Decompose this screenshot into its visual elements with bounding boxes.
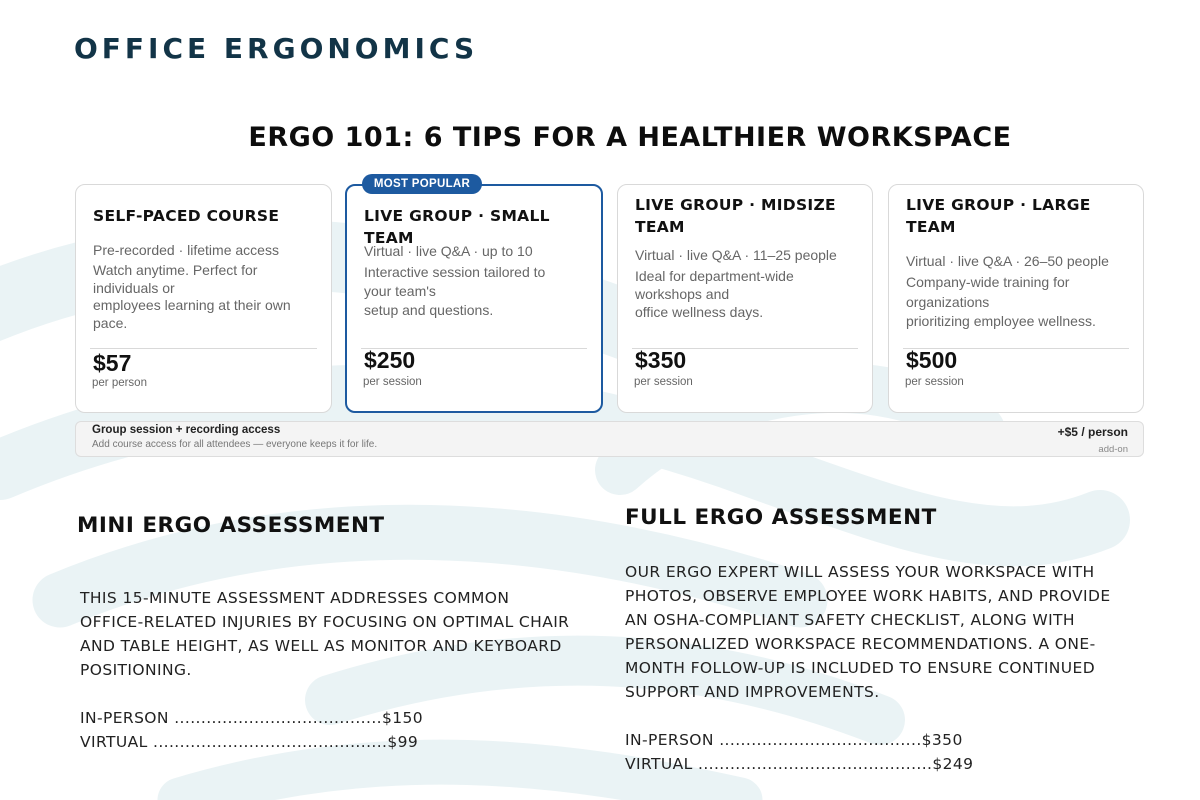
card-price: $500: [906, 347, 958, 373]
card-price: $350: [635, 347, 687, 373]
pricing-card-small-team[interactable]: [345, 184, 603, 413]
pricing-card-large-team[interactable]: [888, 184, 1144, 413]
card-subtitle: Virtual · live Q&A · 11–25 people: [635, 247, 837, 263]
addon-description: Add course access for all attendees — everyone keeps it for life.: [92, 439, 378, 450]
mini-assessment-description: THIS 15-MINUTE ASSESSMENT ADDRESSES COMMON OFFICE-RELATED INJURIES BY FOCUSING ON OPTIMAL CHAIR AND TABLE HEIGHT, AS WELL AS MONITOR AND KEYBOARD POSITIONING.: [80, 589, 570, 679]
pricing-card-self-paced[interactable]: [75, 184, 332, 413]
full-assessment-description: OUR ERGO EXPERT WILL ASSESS YOUR WORKSPACE WITH PHOTOS, OBSERVE EMPLOYEE WORK HABITS, AND PROVIDE AN OSHA-COMPLIANT SAFETY CHECKLIST, ALONG WITH PERSONALIZED WORKSPACE RECOMMENDATIONS. A ONE- MONTH FOLLOW-UP IS INCLUDED TO ENSURE CONTINUED SUPPORT AND IMPROVEMENTS.: [625, 563, 1111, 701]
card-price-unit: per person: [92, 377, 147, 389]
mini-assessment-title: MINI ERGO ASSESSMENT: [77, 513, 385, 538]
card-price-unit: per session: [634, 376, 693, 388]
addon-bar[interactable]: [75, 421, 1144, 457]
card-divider: [90, 348, 317, 349]
brand-title: OFFICE ERGONOMICS: [74, 32, 479, 65]
card-subtitle: Virtual · live Q&A · 26–50 people: [906, 253, 1109, 269]
full-price-virtual: VIRTUAL ............................................$249: [625, 755, 974, 773]
card-price: $57: [93, 350, 132, 376]
card-description: Ideal for department-wide workshops and office wellness days.: [635, 268, 794, 320]
card-subtitle: Virtual · live Q&A · up to 10: [364, 243, 533, 259]
pricing-card-midsize-team[interactable]: [617, 184, 873, 413]
addon-note: add-on: [1098, 444, 1128, 455]
card-price: $250: [364, 347, 416, 373]
card-title: LIVE GROUP · SMALL TEAM: [364, 207, 550, 247]
page-title: ERGO 101: 6 TIPS FOR A HEALTHIER WORKSPACE: [248, 122, 1012, 153]
card-title: SELF-PACED COURSE: [93, 207, 280, 225]
full-price-in-person: IN-PERSON ......................................$350: [625, 731, 963, 749]
card-title: LIVE GROUP · LARGE TEAM: [906, 196, 1091, 236]
card-title: LIVE GROUP · MIDSIZE TEAM: [635, 196, 836, 236]
card-price-unit: per session: [363, 376, 422, 388]
mini-price-virtual: VIRTUAL ............................................$99: [80, 733, 419, 751]
addon-title: Group session + recording access: [92, 424, 281, 436]
mini-price-in-person: IN-PERSON .......................................$150: [80, 709, 424, 727]
full-assessment-title: FULL ERGO ASSESSMENT: [625, 505, 937, 530]
addon-price: +$5 / person: [1057, 425, 1128, 439]
card-subtitle: Pre-recorded · lifetime access: [93, 242, 279, 258]
card-price-unit: per session: [905, 376, 964, 388]
most-popular-badge: MOST POPULAR: [362, 174, 482, 194]
card-description: Interactive session tailored to your team's setup and questions.: [364, 264, 546, 318]
card-description: Watch anytime. Perfect for individuals or employees learning at their own pace.: [93, 262, 291, 331]
card-description: Company-wide training for organizations prioritizing employee wellness.: [906, 274, 1096, 329]
